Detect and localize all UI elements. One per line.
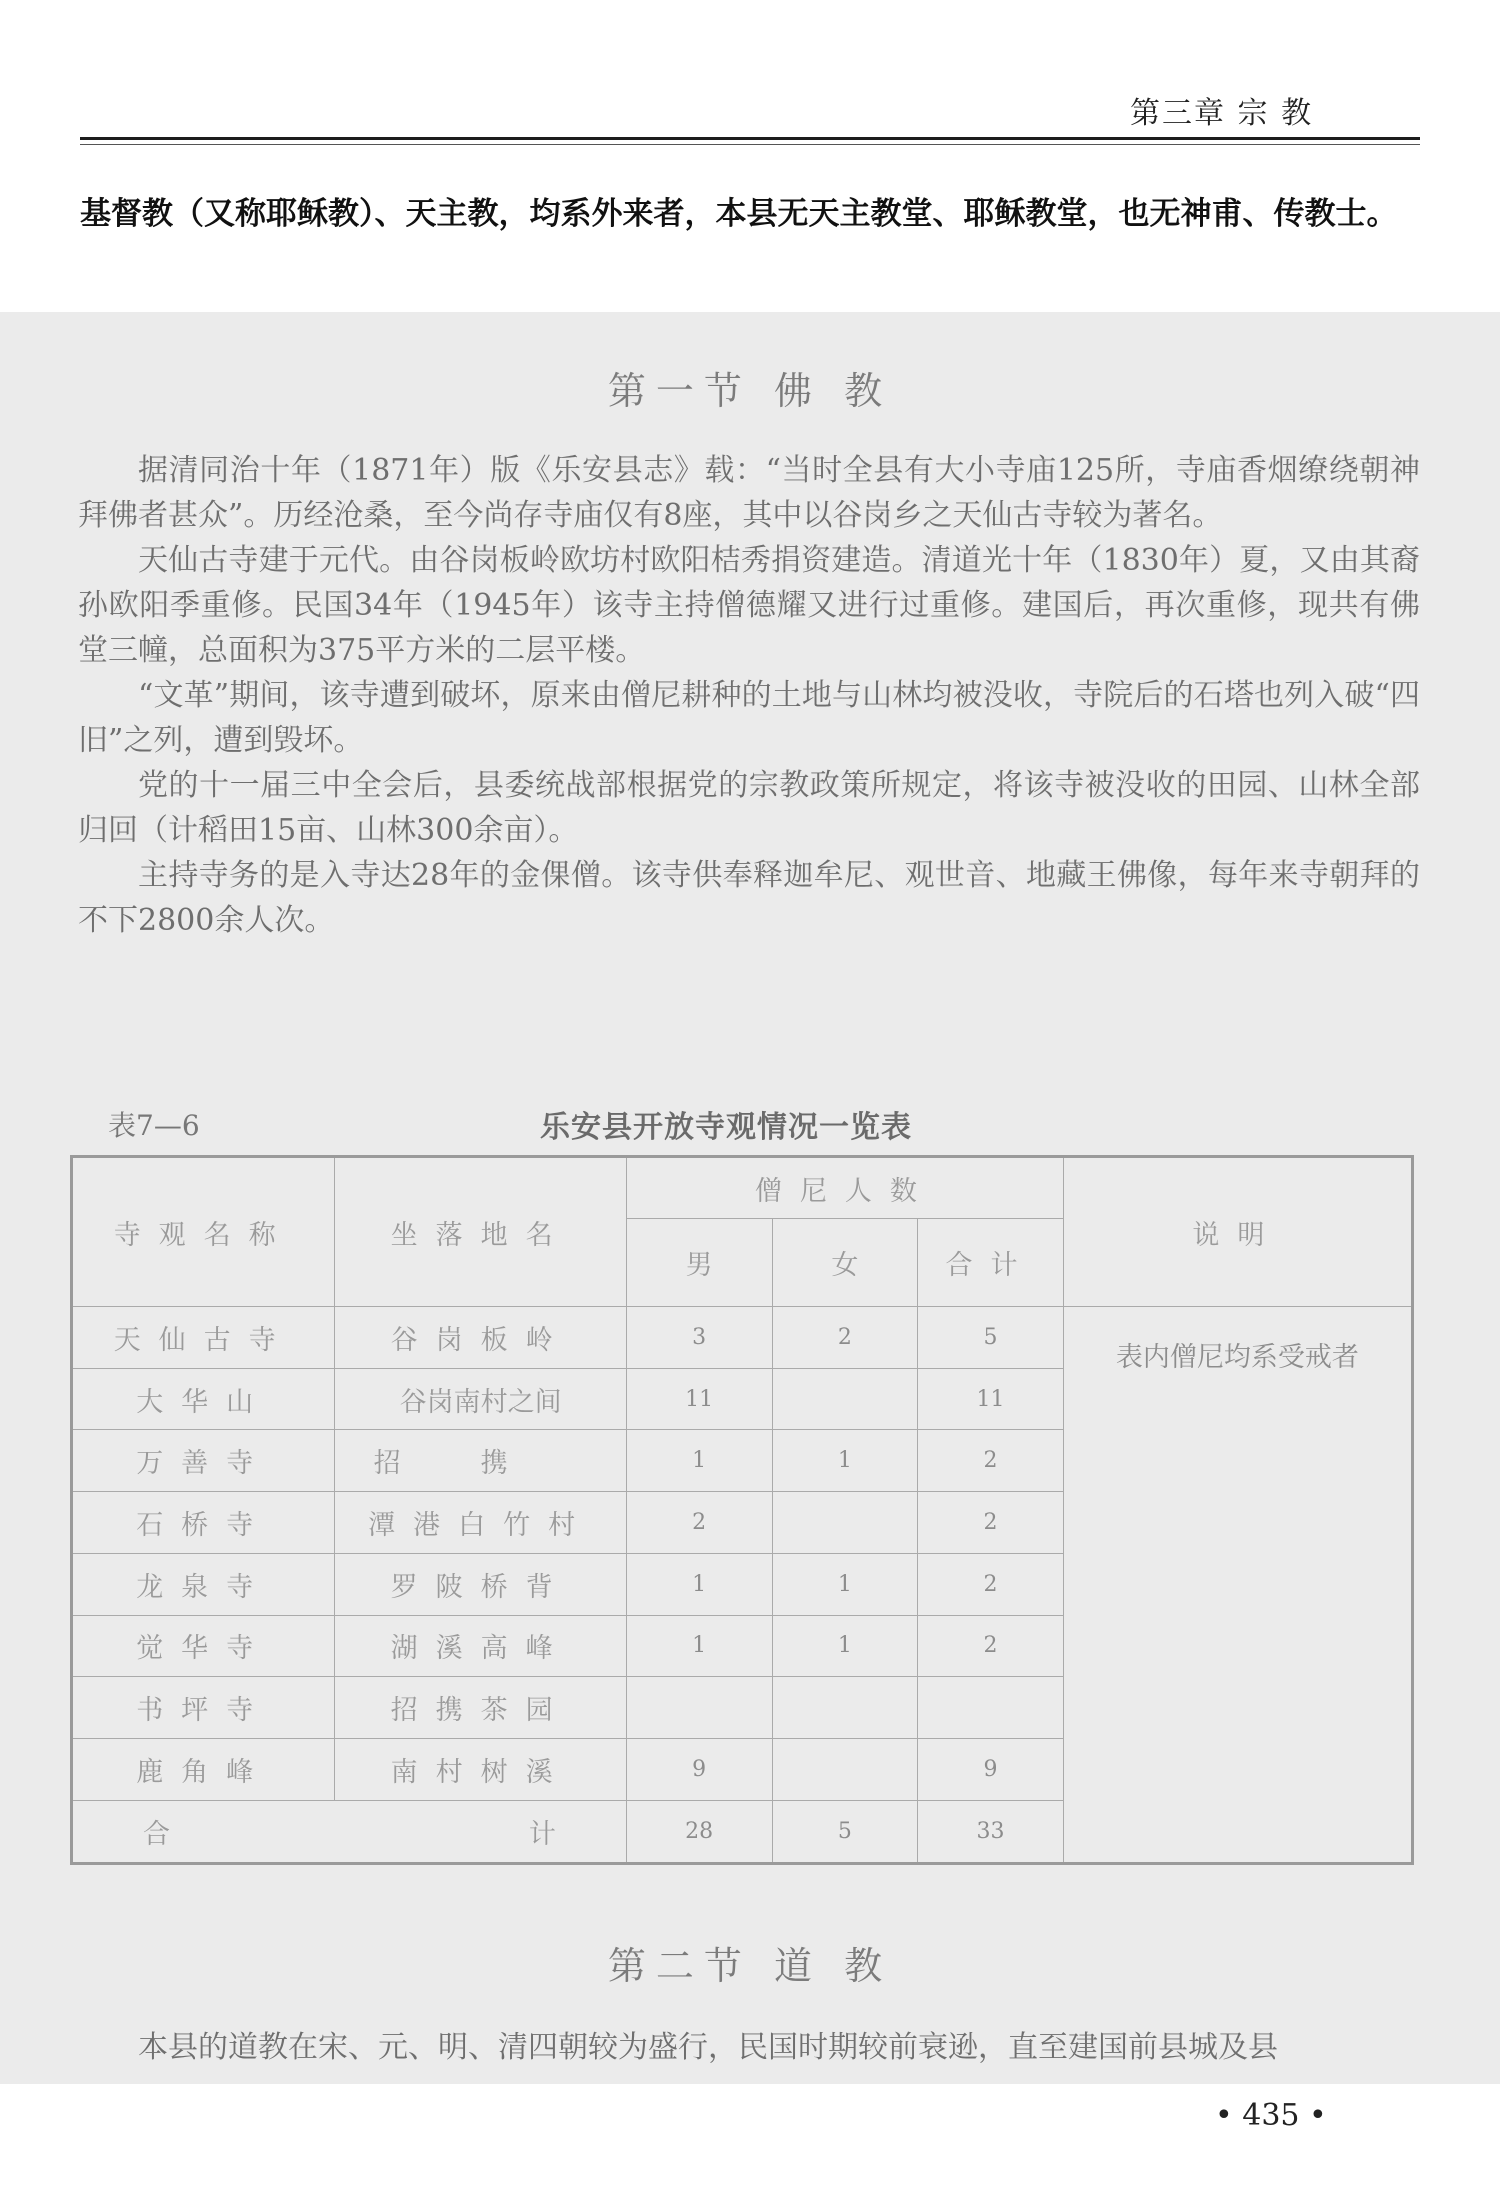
- cell-location: 湖溪高峰: [335, 1615, 626, 1677]
- cell-name: 大华山: [72, 1368, 335, 1430]
- paragraph: 党的十一届三中全会后，县委统战部根据党的宗教政策所规定，将该寺被没收的田园、山林全部归回（计稻田15亩、山林300余亩）。: [78, 768, 1420, 848]
- cell-name: 鹿角峰: [72, 1738, 335, 1800]
- cell-total: 9: [918, 1738, 1064, 1800]
- header-rule: [80, 137, 1420, 145]
- header-male: 男: [626, 1219, 772, 1307]
- header-location: 坐落地名: [335, 1157, 626, 1307]
- total-label: 合计: [72, 1800, 627, 1863]
- cell-name: 书坪寺: [72, 1677, 335, 1739]
- cell-total: 2: [918, 1492, 1064, 1554]
- paragraph: 本县的道教在宋、元、明、清四朝较为盛行，民国时期较前衰逊，直至建国前县城及县: [138, 2030, 1278, 2065]
- cell-female: [772, 1677, 918, 1739]
- header-note: 说明: [1063, 1157, 1412, 1307]
- paragraph: 天仙古寺建于元代。由谷岗板岭欧坊村欧阳桔秀捐资建造。清道光十年（1830年）夏，又由其裔孙欧阳季重修。民国34年（1945年）该寺主持僧德耀又进行过重修。建国后，再次重修，现共有佛堂三幢，总面积为375平方米的二层平楼。: [78, 543, 1420, 668]
- table-row: [72, 1307, 1413, 1369]
- cell-male: 2: [626, 1492, 772, 1554]
- cell-total: 2: [918, 1430, 1064, 1492]
- section-body-buddhism: [78, 448, 1420, 943]
- total-male: 28: [626, 1800, 772, 1863]
- cell-male: [626, 1677, 772, 1739]
- cell-location: 谷岗南村之间: [335, 1368, 626, 1430]
- cell-total: [918, 1677, 1064, 1739]
- page-number: • 435 •: [1215, 2098, 1327, 2133]
- cell-female: 1: [772, 1615, 918, 1677]
- cell-note: 表内僧尼均系受戒者: [1063, 1307, 1412, 1864]
- paragraph: “文革”期间，该寺遭到破坏，原来由僧尼耕种的土地与山林均被没收，寺院后的石塔也列入破“四旧”之列，遭到毁坏。: [78, 678, 1420, 758]
- table-label: 表7—6: [108, 1109, 200, 1142]
- cell-female: [772, 1738, 918, 1800]
- cell-total: 2: [918, 1553, 1064, 1615]
- cell-female: 1: [772, 1430, 918, 1492]
- intro-paragraph: 基督教（又称耶稣教）、天主教，均系外来者，本县无天主教堂、耶稣教堂，也无神甫、传教士。: [80, 196, 1398, 232]
- temples-table: [70, 1155, 1414, 1865]
- total-sum: 33: [918, 1800, 1064, 1863]
- cell-male: 1: [626, 1615, 772, 1677]
- cell-name: 觉华寺: [72, 1615, 335, 1677]
- section-body-taoism: [78, 2025, 1420, 2070]
- cell-location: 招携: [335, 1430, 626, 1492]
- paragraph: 主持寺务的是入寺达28年的金倮僧。该寺供奉释迦牟尼、观世音、地藏王佛像，每年来寺朝拜的不下2800余人次。: [78, 858, 1420, 938]
- cell-male: 11: [626, 1368, 772, 1430]
- header-monks-count: 僧尼人数: [626, 1157, 1063, 1219]
- table-header-row: [72, 1157, 1413, 1219]
- cell-total: 2: [918, 1615, 1064, 1677]
- cell-location: 招携茶园: [335, 1677, 626, 1739]
- cell-location: 南村树溪: [335, 1738, 626, 1800]
- header-total: 合计: [918, 1219, 1064, 1307]
- cell-total: 11: [918, 1368, 1064, 1430]
- header-name: 寺观名称: [72, 1157, 335, 1307]
- section-title-buddhism: 第一节 佛 教: [607, 369, 893, 413]
- header-female: 女: [772, 1219, 918, 1307]
- cell-name: 龙泉寺: [72, 1553, 335, 1615]
- cell-name: 石桥寺: [72, 1492, 335, 1554]
- chapter-header: 第三章 宗 教: [1130, 96, 1314, 131]
- cell-male: 9: [626, 1738, 772, 1800]
- cell-total: 5: [918, 1307, 1064, 1369]
- paragraph: 据清同治十年（1871年）版《乐安县志》载：“当时全县有大小寺庙125所，寺庙香烟缭绕朝神拜佛者甚众”。历经沧桑，至今尚存寺庙仅有8座，其中以谷岗乡之天仙古寺较为著名。: [78, 453, 1420, 533]
- table-title: 乐安县开放寺观情况一览表: [540, 1110, 912, 1145]
- cell-name: 万善寺: [72, 1430, 335, 1492]
- cell-female: 2: [772, 1307, 918, 1369]
- total-female: 5: [772, 1800, 918, 1863]
- cell-location: 谷岗板岭: [335, 1307, 626, 1369]
- cell-female: [772, 1368, 918, 1430]
- cell-male: 3: [626, 1307, 772, 1369]
- cell-location: 潭港白竹村: [335, 1492, 626, 1554]
- cell-name: 天仙古寺: [72, 1307, 335, 1369]
- cell-male: 1: [626, 1553, 772, 1615]
- cell-male: 1: [626, 1430, 772, 1492]
- cell-female: [772, 1492, 918, 1554]
- section-title-taoism: 第二节 道 教: [607, 1944, 893, 1988]
- cell-location: 罗陂桥背: [335, 1553, 626, 1615]
- cell-female: 1: [772, 1553, 918, 1615]
